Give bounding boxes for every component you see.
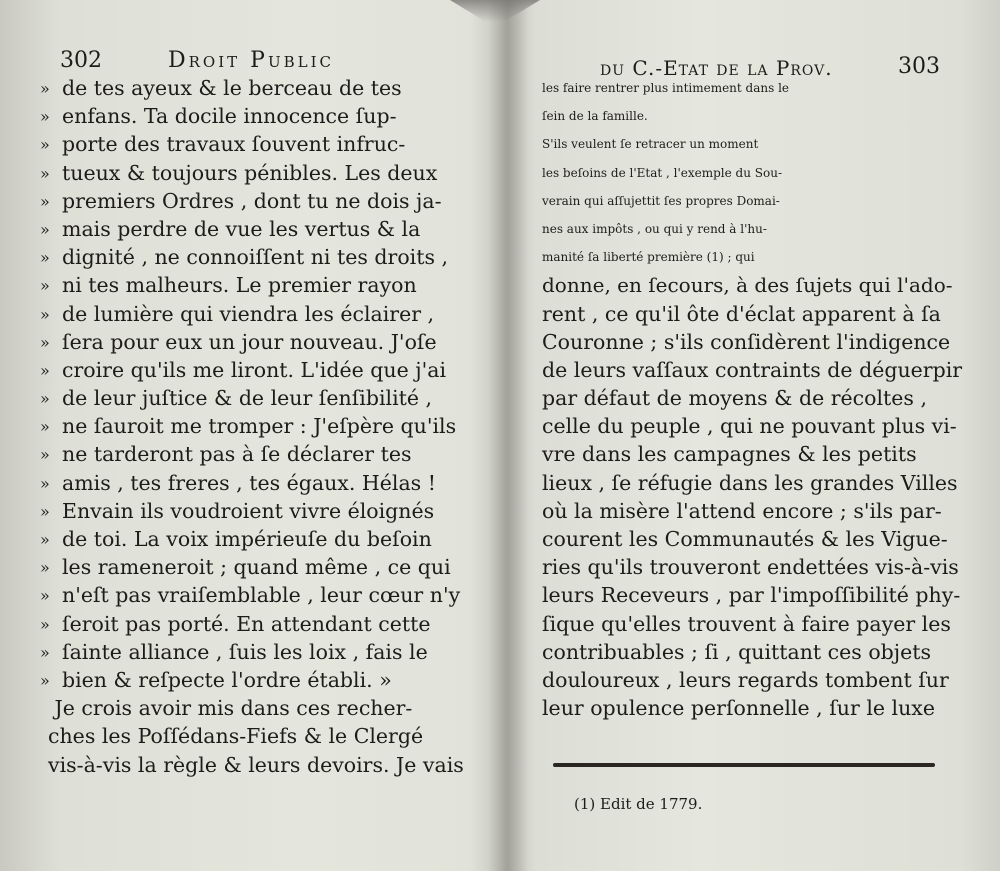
text-line: leurs Receveurs , par l'impoſſibilité phy- — [542, 583, 961, 608]
quote-mark: » — [40, 163, 50, 183]
footnote: (1) Edit de 1779. — [574, 795, 703, 813]
line-text: Je crois avoir mis dans ces recher- — [48, 696, 413, 721]
text-line — [40, 384, 464, 412]
line-text: ches les Poſſédans-Fiefs & le Clergé — [48, 724, 424, 749]
quote-mark: » — [40, 79, 50, 98]
left-running-head: Droit Public — [168, 48, 334, 73]
line-text: Envain ils voudroient vivre éloignés — [62, 498, 435, 523]
text-line — [40, 525, 464, 553]
text-line — [40, 694, 464, 722]
line-text: ne ſauroit me tromper : J'eſpère qu'ils — [62, 414, 457, 439]
text-line: ries qu'ils trouveront endettées vis-à-vis — [542, 555, 959, 580]
quote-mark: » — [40, 586, 50, 606]
text-line: ſique qu'elles trouvent à faire payer les — [542, 611, 951, 636]
text-line — [40, 610, 464, 638]
quote-mark: » — [40, 670, 50, 690]
left-page-text — [40, 74, 464, 779]
text-line — [40, 553, 464, 581]
quote-mark: » — [40, 332, 50, 352]
quote-mark: » — [40, 107, 50, 127]
text-line — [40, 328, 464, 356]
quote-mark: » — [40, 389, 50, 409]
line-text: les rameneroit ; quand même , ce qui — [62, 555, 451, 580]
line-text: n'eſt pas vraiſemblable , leur cœur n'y — [62, 583, 461, 608]
quote-mark: » — [40, 530, 50, 549]
quote-mark: » — [40, 276, 50, 296]
quote-mark: » — [40, 135, 50, 155]
quote-mark: » — [40, 501, 50, 521]
line-text: enfans. Ta docile innocence ſup- — [62, 104, 397, 129]
text-line — [40, 638, 464, 666]
line-text: tueux & toujours pénibles. Les deux — [62, 160, 438, 185]
quote-mark: » — [40, 558, 50, 578]
line-text: mais perdre de vue les vertus & la — [62, 216, 421, 241]
line-text: croire qu'ils me liront. L'idée que j'ai — [62, 357, 447, 382]
line-text: bien & reſpecte l'ordre établi. » — [62, 667, 392, 692]
text-line — [40, 187, 464, 215]
text-line: leur opulence perſonnelle , ſur le luxe — [542, 696, 935, 721]
line-text: vis-à-vis la règle & leurs devoirs. Je vais — [48, 752, 464, 777]
text-line — [40, 300, 464, 328]
text-line: lieux , ſe réfugie dans les grandes Villes — [542, 470, 958, 495]
line-text: ſeroit pas porté. En attendant cette — [62, 611, 431, 636]
text-line — [40, 666, 464, 694]
line-text: de leur juſtice & de leur ſenſibilité , — [62, 386, 433, 411]
quote-mark: » — [40, 360, 50, 380]
text-line — [40, 722, 464, 750]
right-running-head: du C.-Etat de la Prov. — [600, 56, 833, 80]
text-line — [40, 215, 464, 243]
text-line: ſein de la famille. — [542, 109, 648, 124]
line-text: dignité , ne connoiſſent ni tes droits , — [62, 245, 449, 270]
line-text: ni tes malheurs. Le premier rayon — [62, 273, 417, 298]
text-line: vre dans les campagnes & les petits — [542, 442, 917, 467]
quote-mark: » — [40, 248, 50, 268]
line-text: de toi. La voix impérieuſe du beſoin — [62, 527, 432, 551]
right-page-text — [542, 74, 962, 722]
text-line: S'ils veulent ſe retracer un moment — [542, 137, 759, 152]
footnote-rule — [553, 763, 935, 767]
text-line: celle du peuple , qui ne pouvant plus vi- — [542, 414, 957, 439]
text-line — [40, 469, 464, 497]
quote-mark: » — [40, 219, 50, 239]
quote-mark: » — [40, 304, 50, 324]
text-line: manité ſa liberté première (1) ; qui — [542, 250, 755, 265]
quote-mark: » — [40, 445, 50, 465]
text-line: Couronne ; s'ils conſidèrent l'indigence — [542, 329, 951, 354]
right-page-number: 303 — [898, 54, 940, 79]
right-page — [520, 0, 1000, 871]
quote-mark: » — [40, 614, 50, 634]
text-line: douloureux , leurs regards tombent ſur — [542, 667, 949, 692]
text-line: les faire rentrer plus intimement dans le — [542, 81, 790, 95]
text-line: nes aux impôts , ou qui y rend à l'hu- — [542, 221, 767, 236]
text-line — [40, 74, 464, 102]
quote-mark: » — [40, 417, 50, 437]
text-line — [40, 243, 464, 271]
text-line — [40, 412, 464, 440]
text-line — [40, 102, 464, 130]
text-line: rent , ce qu'il ôte d'éclat apparent à ſa — [542, 301, 941, 326]
text-line — [40, 159, 464, 187]
text-line: les beſoins de l'Etat , l'exemple du Sou- — [542, 165, 783, 180]
line-text: premiers Ordres , dont tu ne dois ja- — [62, 188, 442, 213]
text-line — [40, 581, 464, 609]
text-line: contribuables ; ſi , quittant ces objets — [542, 639, 932, 664]
quote-mark: » — [40, 191, 50, 211]
text-line — [40, 497, 464, 525]
text-line: de leurs vaſſaux contraints de déguerpir — [542, 357, 963, 382]
line-text: ne tarderont pas à ſe déclarer tes — [62, 442, 412, 467]
text-line — [40, 130, 464, 158]
line-text: de lumière qui viendra les éclairer , — [62, 301, 435, 326]
text-line — [40, 271, 464, 299]
line-text: porte des travaux ſouvent infruc- — [62, 132, 406, 157]
line-text: ſera pour eux un jour nouveau. J'oſe — [62, 329, 437, 354]
left-page-number: 302 — [60, 48, 102, 73]
text-line: courent les Communautés & les Vigue- — [542, 527, 948, 551]
quote-mark: » — [40, 473, 50, 493]
text-line — [40, 440, 464, 468]
line-text: amis , tes freres , tes égaux. Hélas ! — [62, 470, 436, 495]
line-text: de tes ayeux & le berceau de tes — [62, 76, 402, 100]
text-line — [40, 356, 464, 384]
text-line: où la misère l'attend encore ; s'ils par- — [542, 498, 942, 523]
text-line: donne, en ſecours, à des ſujets qui l'ado- — [542, 273, 953, 298]
text-line: par défaut de moyens & de récoltes , — [542, 386, 927, 411]
line-text: ſainte alliance , ſuis les loix , fais le — [62, 639, 428, 664]
text-line: verain qui aſſujettit ſes propres Domai- — [542, 193, 780, 208]
text-line — [40, 751, 464, 779]
quote-mark: » — [40, 642, 50, 662]
